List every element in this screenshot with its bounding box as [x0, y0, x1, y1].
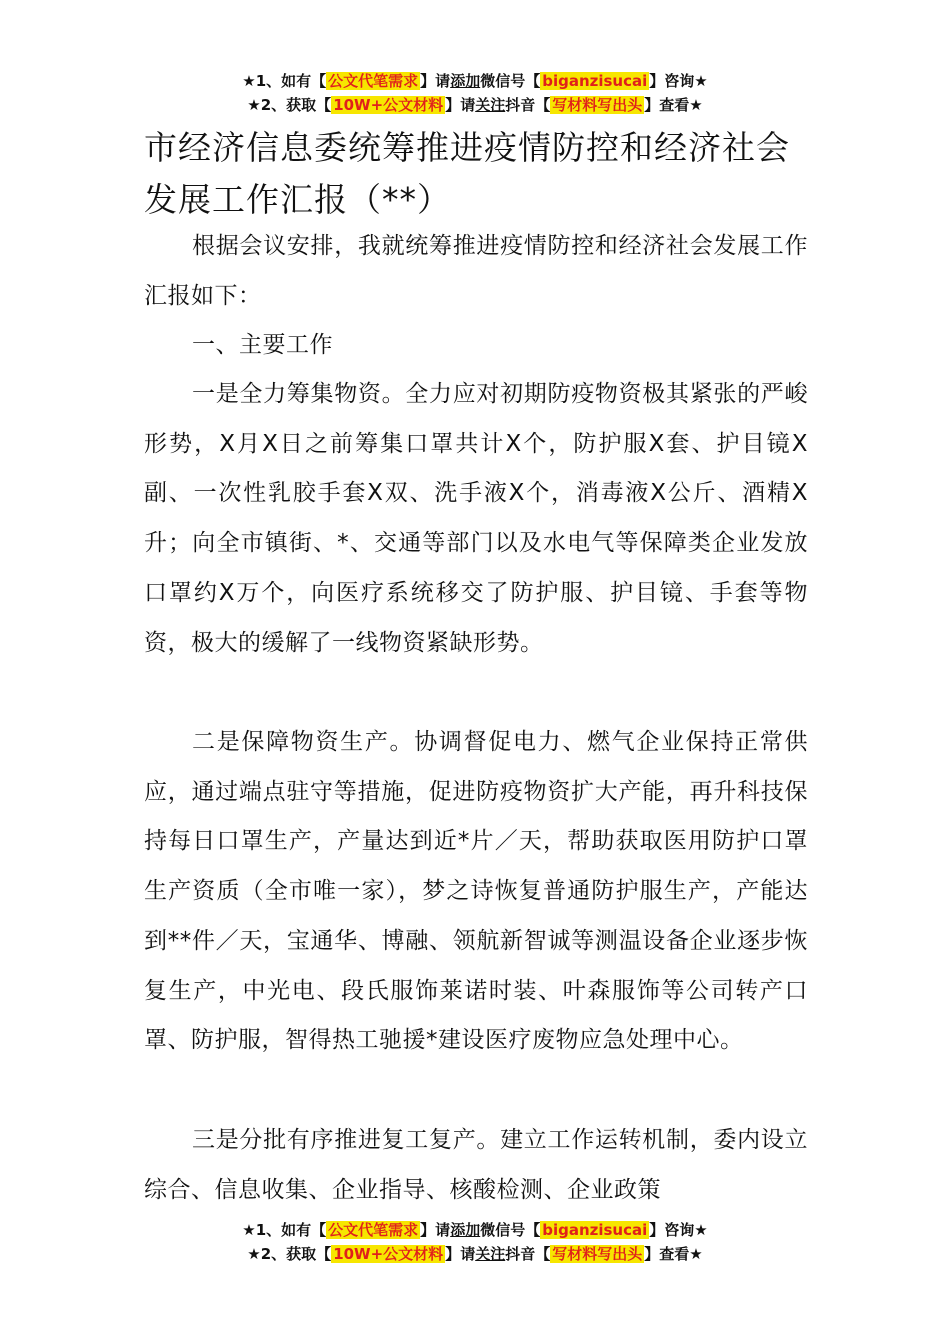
banner-text: ★2、获取【	[247, 96, 332, 114]
banner-text: 】查看★	[644, 96, 703, 114]
banner-text: 】请	[445, 1245, 476, 1263]
paragraph-resumption: 三是分批有序推进复工复产。建立工作运转机制，委内设立综合、信息收集、企业指导、核酸检测、企业政策	[144, 1127, 808, 1203]
banner-underline: 添加	[450, 72, 481, 90]
banner-underline: 关注	[475, 96, 506, 114]
banner-underline: 添加	[450, 1221, 481, 1239]
banner-text: 】请	[420, 72, 451, 90]
banner-highlight: 10W+公文材料	[333, 96, 444, 114]
banner-text: 】查看★	[644, 1245, 703, 1263]
banner-text: 】请	[420, 1221, 451, 1239]
banner-text: 抖音【	[505, 96, 551, 114]
promo-banner-top-line2	[0, 94, 950, 116]
banner-text: 】请	[445, 96, 476, 114]
intro-paragraph: 根据会议安排，我就统筹推进疫情防控和经济社会发展工作汇报如下：	[144, 233, 808, 309]
banner-douyin-id: 写材料写出头	[552, 96, 643, 114]
banner-text: 微信号【	[480, 72, 541, 90]
promo-banner-bottom-line2	[0, 1243, 950, 1265]
section-heading: 一、主要工作	[192, 332, 333, 358]
banner-highlight: 公文代笔需求	[328, 1221, 419, 1239]
banner-douyin-id: 写材料写出头	[552, 1245, 643, 1263]
paragraph-supplies: 一是全力筹集物资。全力应对初期防疫物资极其紧张的严峻形势，X月X日之前筹集口罩共计X个，防护服X套、护目镜X副、一次性乳胶手套X双、洗手液X个，消毒液X公斤、酒精X升；向全市镇街、*、交通等部门以及水电气等保障类企业发放口罩约X万个，向医疗系统移交了防护服、护目镜、手套等物资，极大的缓解了一线物资紧缺形势。	[144, 381, 808, 656]
banner-wechat-id: biganzisucai	[542, 1221, 648, 1239]
promo-banner-top-line1	[0, 70, 950, 92]
banner-underline: 关注	[475, 1245, 506, 1263]
banner-highlight: 10W+公文材料	[333, 1245, 444, 1263]
banner-highlight: 公文代笔需求	[328, 72, 419, 90]
banner-text: ★1、如有【	[242, 1221, 327, 1239]
banner-text: ★2、获取【	[247, 1245, 332, 1263]
banner-text: 】咨询★	[649, 1221, 708, 1239]
banner-wechat-id: biganzisucai	[542, 72, 648, 90]
banner-text: 抖音【	[505, 1245, 551, 1263]
document-title: 市经济信息委统筹推进疫情防控和经济社会发展工作汇报（**）	[144, 128, 790, 219]
promo-banner-bottom-line1	[0, 1219, 950, 1241]
banner-text: ★1、如有【	[242, 72, 327, 90]
paragraph-production: 二是保障物资生产。协调督促电力、燃气企业保持正常供应，通过端点驻守等措施，促进防疫物资扩大产能，再升科技保持每日口罩生产，产量达到近*片／天，帮助获取医用防护口罩生产资质（全市唯一家），梦之诗恢复普通防护服生产，产能达到**件／天，宝通华、博融、领航新智诚等测温设备企业逐步恢复生产，中光电、段氏服饰莱诺时装、叶森服饰等公司转产口罩、防护服，智得热工驰援*建设医疗废物应急处理中心。	[144, 729, 808, 1054]
banner-text: 】咨询★	[649, 72, 708, 90]
banner-text: 微信号【	[480, 1221, 541, 1239]
